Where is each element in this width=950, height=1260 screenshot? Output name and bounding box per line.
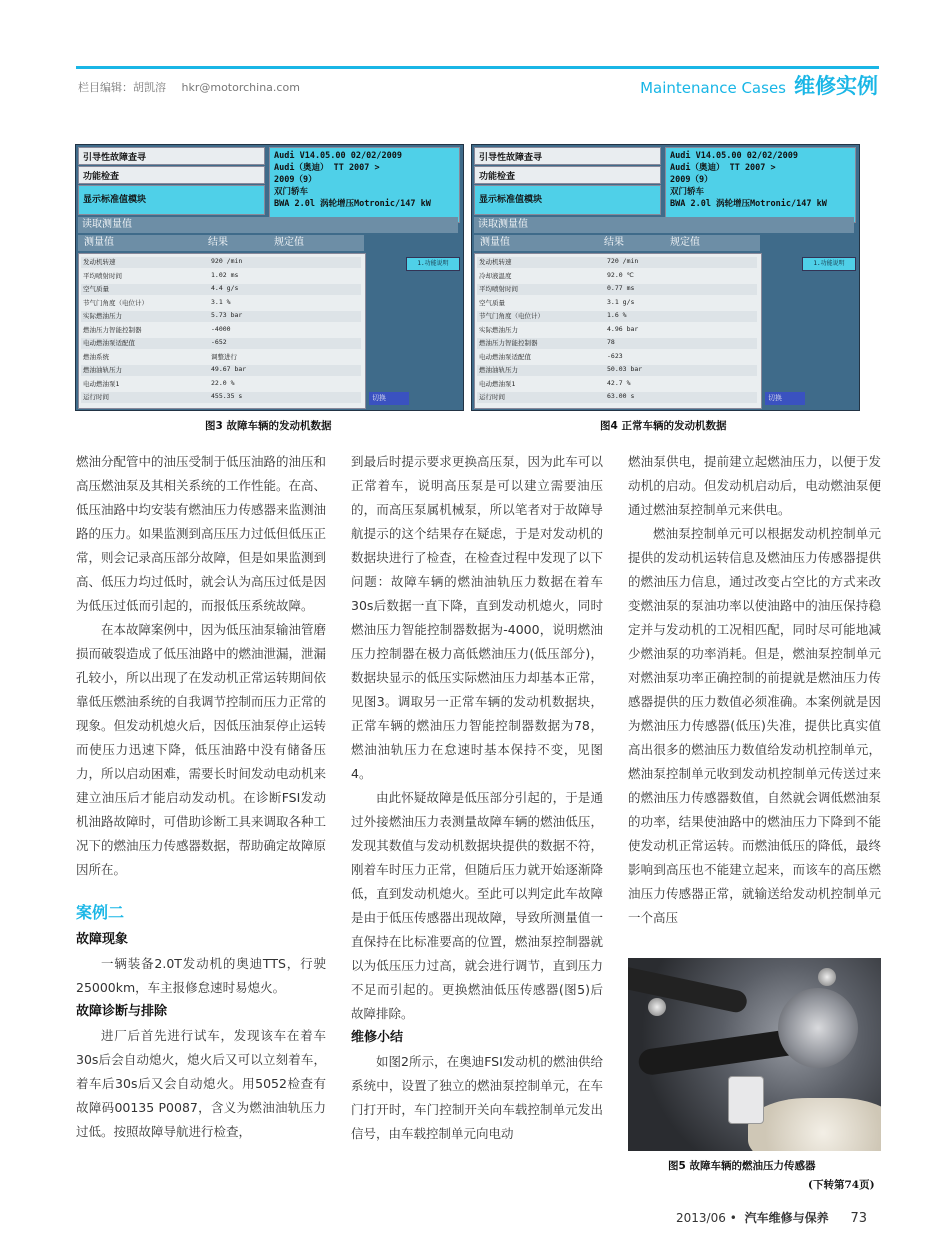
table-row xyxy=(477,325,757,336)
row-value: 4.4 g/s xyxy=(211,284,239,292)
col-name: 测量值 xyxy=(84,237,114,248)
values-table xyxy=(474,253,762,409)
row-label: 冷却液温度 xyxy=(479,271,512,280)
table-row xyxy=(81,271,361,282)
bolt-shape xyxy=(818,968,836,986)
menu-item: 功能检查 xyxy=(78,166,265,184)
col-spec: 规定值 xyxy=(670,237,700,248)
table-row xyxy=(81,298,361,309)
paragraph: 一辆装备2.0T发动机的奥迪TTS，行驶25000km，车主报修怠速时易熄火。 xyxy=(76,956,326,995)
row-label: 燃油压力智能控制器 xyxy=(479,339,538,347)
table-row xyxy=(81,365,361,376)
row-label: 平均喷射时间 xyxy=(83,271,122,280)
text-column-2 xyxy=(351,450,603,1146)
table-row xyxy=(477,392,757,403)
row-label: 空气质量 xyxy=(83,285,109,293)
row-label: 电动燃油泵1 xyxy=(83,379,120,388)
switch-button[interactable]: 切换 xyxy=(765,392,805,405)
row-label: 空气质量 xyxy=(479,298,505,307)
row-value: 3.1 g/s xyxy=(607,297,635,306)
row-value: 3.1 % xyxy=(211,297,231,306)
case-heading: 案例二 xyxy=(76,903,125,922)
table-row xyxy=(81,379,361,390)
row-label: 电动燃油泵1 xyxy=(479,379,516,388)
table-row xyxy=(477,271,757,282)
row-value: 22.0 % xyxy=(211,378,235,387)
table-row xyxy=(477,365,757,376)
table-row xyxy=(81,257,361,268)
column-header xyxy=(474,235,760,251)
info-line: Audi V14.05.00 02/02/2009 xyxy=(274,151,402,161)
menu-item: 引导性故障查寻 xyxy=(78,147,265,165)
row-value: 4.96 bar xyxy=(607,324,639,333)
col-spec: 规定值 xyxy=(274,237,304,248)
row-value: 455.35 s xyxy=(211,392,243,400)
read-values-title: 读取测量值 xyxy=(474,217,854,233)
row-label: 发动机转速 xyxy=(479,258,512,266)
diagnostic-screen-fig3 xyxy=(75,144,464,411)
function-button[interactable]: 1.功能说明 xyxy=(406,257,460,271)
figure-caption-3: 图3 故障车辆的发动机数据 xyxy=(205,420,332,432)
menu-item: 显示标准值模块 xyxy=(78,185,265,215)
info-line: Audi V14.05.00 02/02/2009 xyxy=(670,151,798,161)
row-label: 燃油压力智能控制器 xyxy=(83,325,142,334)
issue-date: 2013/06 xyxy=(676,1211,726,1225)
menu-item: 引导性故障查寻 xyxy=(474,147,661,165)
paragraph: 燃油分配管中的油压受制于低压油路的油压和高压燃油泵及其相关系统的工作性能。在高、低压油路中均安装有燃油压力传感器来监测油路的压力。如果监测到高压压力过低但低压正常，则会记录高压部分故障，但是如果监测到高、低压力均过低时，就会认为高压过低是因为低压过低而引起的，而报低压系统故障。 xyxy=(76,454,327,613)
paragraph: 如图2所示，在奥迪FSI发动机的燃油供给系统中，设置了独立的燃油泵控制单元，在车门打开时，车门控制开关向车载控制单元发出信号，由车载控制单元向电动 xyxy=(351,1054,603,1141)
row-value: 1.6 % xyxy=(607,311,627,319)
menu-item: 显示标准值模块 xyxy=(474,185,661,215)
switch-button[interactable]: 切换 xyxy=(369,392,409,405)
row-label: 电动燃油泵适配值 xyxy=(479,352,531,361)
figure-caption-4: 图4 正常车辆的发动机数据 xyxy=(600,420,727,432)
paragraph: 在本故障案例中，因为低压油泵输油管磨损而破裂造成了低压油路中的燃油泄漏，泄漏孔较小，所以出现了在发动机正常运转期间依靠低压燃油系统的自我调节控制而压力正常的现象。但发动机熄火后，因低压油泵停止运转而使压力迅速下降，低压油路中没有储备压力，所以启动困难，需要长时间发动电动机来建立油压后才能启动发动机。在诊断FSI发动机油路故障时，可借助诊断工具来调取各种工况下的燃油压力传感器数据，帮助确定故障原因所在。 xyxy=(76,622,327,877)
paragraph: 燃油泵供电，提前建立起燃油压力，以便于发动机的启动。但发动机启动后，电动燃油泵便通过燃油泵控制单元来供电。 xyxy=(628,454,881,517)
row-value: 42.7 % xyxy=(607,378,631,387)
col-name: 测量值 xyxy=(480,237,510,248)
info-line: 2009（9） xyxy=(274,175,317,185)
row-label: 节气门角度（电位计） xyxy=(479,312,544,320)
cloth-shape xyxy=(748,1098,881,1151)
sensor-shape xyxy=(728,1076,764,1124)
section-title xyxy=(640,70,878,100)
table-row xyxy=(477,311,757,322)
pump-shape xyxy=(778,988,858,1068)
info-line: BWA 2.0l 涡轮增压Motronic/147 kW xyxy=(670,199,827,209)
section-title-en: Maintenance Cases xyxy=(640,79,786,97)
table-row xyxy=(477,257,757,268)
table-row xyxy=(477,379,757,390)
row-label: 燃油油轨压力 xyxy=(479,366,518,374)
vehicle-info xyxy=(665,147,856,223)
page-number: 73 xyxy=(850,1211,867,1226)
figure-caption-5: 图5 故障车辆的燃油压力传感器 xyxy=(668,1160,816,1172)
page-footer xyxy=(676,1209,867,1226)
table-row xyxy=(477,284,757,295)
paragraph: 燃油泵控制单元可以根据发动机控制单元提供的发动机运转信息及燃油压力传感器提供的燃油压力信息，通过改变占空比的方式来改变燃油泵的泵油功率以使油路中的油压保持稳定并与发动机的工况相匹配，同时尽可能地减少燃油泵的功率消耗。但是，燃油泵控制单元对燃油泵功率正确控制的前提就是燃油压力传感器提供的压力数值必须准确。本案例就是因为燃油压力传感器(低压)失准，提供比真实值高出很多的燃油压力数值给发动机控制单元，燃油泵控制单元收到发动机控制单元传送过来的燃油压力传感器数值，自然就会调低燃油泵的功率，结果使油路中的燃油压力下降到不能使发动机正常运转。而燃油低压的降低，最终影响到高压也不能建立起来，而该车的高压燃油压力传感器正常，就输送给发动机控制单元一个高压 xyxy=(628,526,881,925)
row-value: 5.73 bar xyxy=(211,311,243,319)
row-label: 发动机转速 xyxy=(83,258,116,266)
row-label: 燃油油轨压力 xyxy=(83,366,122,374)
menu-item: 功能检查 xyxy=(474,166,661,184)
vehicle-info xyxy=(269,147,460,223)
table-row xyxy=(81,352,361,363)
bolt-shape xyxy=(648,998,666,1016)
continued-note: (下转第74页) xyxy=(808,1179,875,1191)
section-title-cn: 维修实例 xyxy=(794,74,878,98)
row-label: 实际燃油压力 xyxy=(479,325,518,334)
row-value: 调整进行 xyxy=(211,352,237,361)
row-label: 运行时间 xyxy=(479,393,505,401)
editor-name: 栏目编辑：胡凯溶 xyxy=(78,81,166,94)
table-row xyxy=(81,338,361,349)
column-header xyxy=(78,235,364,251)
magazine-name: 汽车维修与保养 xyxy=(744,1211,829,1225)
table-row xyxy=(81,392,361,403)
values-table xyxy=(78,253,366,409)
col-result: 结果 xyxy=(604,237,624,248)
row-value: 50.03 bar xyxy=(607,365,643,373)
row-label: 燃油系统 xyxy=(83,352,109,361)
col-result: 结果 xyxy=(208,237,228,248)
table-row xyxy=(81,325,361,336)
diagnostic-screen-fig4 xyxy=(471,144,860,411)
row-value: 1.02 ms xyxy=(211,270,239,279)
row-value: 78 xyxy=(607,338,615,346)
row-label: 节气门角度（电位计） xyxy=(83,298,148,307)
row-value: -652 xyxy=(211,338,227,346)
subheading: 故障诊断与排除 xyxy=(76,1004,168,1019)
info-line: 2009（9） xyxy=(670,175,713,185)
table-row xyxy=(477,338,757,349)
row-value: 63.00 s xyxy=(607,392,635,400)
row-value: 720 /min xyxy=(607,257,639,265)
paragraph: 由此怀疑故障是低压部分引起的，于是通过外接燃油压力表测量故障车辆的燃油低压，发现其数值与发动机数据块提供的数据不符，刚着车时压力正常，但随后压力就开始逐渐降低，直到发动机熄火。至此可以判定此车故障是由于低压传感器出现故障，导致所测量值一直保持在比标准要高的位置，燃油泵控制器就以为低压压力过高，就会进行调节，直到压力不足而引起的。更换燃油低压传感器(图5)后故障排除。 xyxy=(351,790,603,1021)
row-value: -4000 xyxy=(211,324,231,333)
read-values-title: 读取测量值 xyxy=(78,217,458,233)
hose-shape xyxy=(628,964,749,1015)
text-column-1 xyxy=(76,450,326,1144)
header-rule xyxy=(76,66,879,69)
row-label: 电动燃油泵适配值 xyxy=(83,339,135,347)
row-value: -623 xyxy=(607,351,623,360)
table-row xyxy=(81,311,361,322)
separator-dot: • xyxy=(729,1211,737,1225)
paragraph: 到最后时提示要求更换高压泵，因为此车可以正常着车，说明高压泵是可以建立需要油压的，而高压泵属机械泵，所以笔者对于故障导航提示的这个结果存在疑虑，于是对发动机的数据块进行了检查，在检查过程中发现了以下问题：故障车辆的燃油油轨压力数据在着车30s后数据一直下降，直到发动机熄火，同时燃油压力智能控制器数据为-4000，说明燃油压力控制器在极力高低燃油压力(低压部分)，数据块显示的低压实际燃油压力却基本正常，见图3。调取另一正常车辆的发动机数据块，正常车辆的燃油压力智能控制器数据为78，燃油油轨压力在怠速时基本保持不变，见图4。 xyxy=(351,454,603,781)
row-label: 实际燃油压力 xyxy=(83,312,122,320)
row-value: 92.0 ℃ xyxy=(607,270,634,279)
info-line: 双门轿车 xyxy=(274,187,309,197)
row-label: 运行时间 xyxy=(83,393,109,401)
subheading: 维修小结 xyxy=(351,1030,404,1045)
info-line: 双门轿车 xyxy=(670,187,705,197)
subheading: 故障现象 xyxy=(76,932,129,947)
function-button[interactable]: 1.功能说明 xyxy=(802,257,856,271)
row-value: 920 /min xyxy=(211,257,243,265)
fuel-pressure-sensor-photo xyxy=(628,958,881,1151)
text-column-3 xyxy=(628,450,881,930)
editor-email: hkr@motorchina.com xyxy=(181,81,300,94)
table-row xyxy=(477,352,757,363)
row-value: 49.67 bar xyxy=(211,365,247,373)
info-line: Audi（奥迪） TT 2007 > xyxy=(670,163,776,173)
table-row xyxy=(477,298,757,309)
header-editor-info xyxy=(78,79,312,95)
info-line: BWA 2.0l 涡轮增压Motronic/147 kW xyxy=(274,199,431,209)
row-value: 0.77 ms xyxy=(607,284,635,292)
info-line: Audi（奥迪） TT 2007 > xyxy=(274,163,380,173)
row-label: 平均喷射时间 xyxy=(479,285,518,293)
paragraph: 进厂后首先进行试车，发现该车在着车30s后会自动熄火，熄火后又可以立刻着车，着车后30s后又会自动熄火。用5052检查有故障码00135 P0087，含义为燃油油轨压力过低。按照故障导航进行检查， xyxy=(76,1028,326,1139)
table-row xyxy=(81,284,361,295)
